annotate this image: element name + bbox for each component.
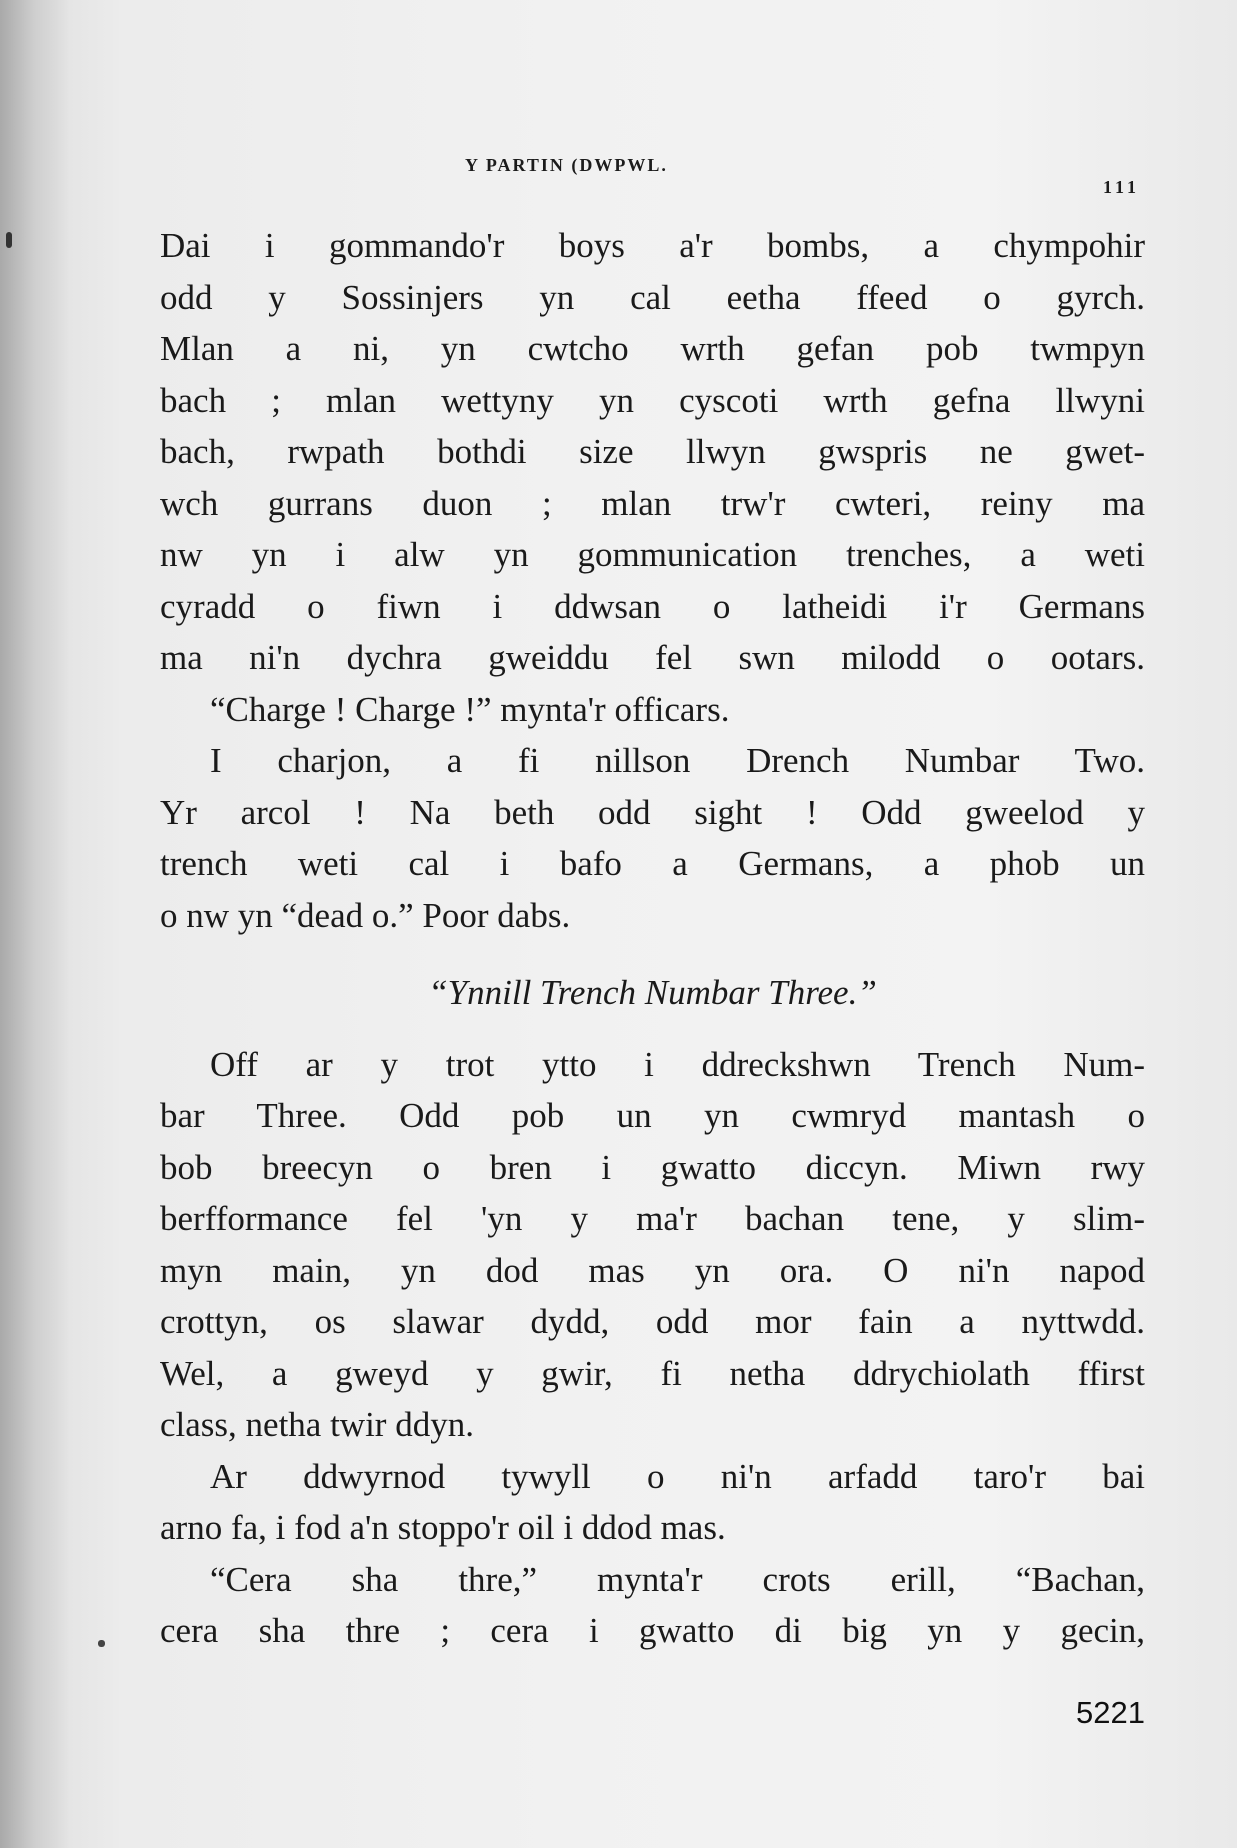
text-line: Dai i gommando'r boys a'r bombs, a chympohir: [160, 226, 1145, 265]
paragraph: [160, 735, 1145, 941]
text-line: Wel, a gweyd y gwir, fi netha ddrychiolath ffirst: [160, 1353, 1145, 1393]
text-line: arno fa, i fod a'n stoppo'r oil i ddod mas.: [160, 1508, 726, 1547]
text-line: Off ar y trot ytto i ddreckshwn Trench Num-: [210, 1044, 1145, 1084]
text-line: Ar ddwyrnod tywyll o ni'n arfadd taro'r bai: [210, 1456, 1145, 1496]
text-line: ma ni'n dychra gweiddu fel swn milodd o ootars.: [160, 638, 1145, 677]
text-line: bach, rwpath bothdi size llwyn gwspris ne gwet-: [160, 432, 1145, 471]
text-line: cera sha thre ; cera i gwatto di big yn y gecin,: [160, 1611, 1145, 1650]
text-line: crottyn, os slawar dydd, odd mor fain a nyttwdd.: [160, 1302, 1145, 1341]
archive-number: 5221: [1076, 1695, 1145, 1730]
text-line: I charjon, a fi nillson Drench Numbar Two.: [210, 741, 1145, 780]
text-line: bob breecyn o bren i gwatto diccyn. Miwn rwy: [160, 1147, 1145, 1187]
text-line: wch gurrans duon ; mlan trw'r cwteri, reiny ma: [160, 483, 1145, 523]
margin-dot: [98, 1640, 105, 1647]
text-line: berfformance fel 'yn y ma'r bachan tene, y slim-: [160, 1199, 1145, 1238]
paragraph: [160, 1451, 1145, 1554]
text-line: Yr arcol ! Na beth odd sight ! Odd gweelod y: [160, 792, 1145, 832]
section-heading: “Ynnill Trench Numbar Three.”: [428, 973, 877, 1012]
text-line: Mlan a ni, yn cwtcho wrth gefan pob twmpyn: [160, 329, 1145, 368]
paragraph: [160, 1039, 1145, 1451]
text-line: bach ; mlan wettyny yn cyscoti wrth gefna llwyni: [160, 380, 1145, 420]
text-line: myn main, yn dod mas yn ora. O ni'n napod: [160, 1250, 1145, 1290]
body-text: [160, 220, 1145, 1657]
paragraph: [160, 1554, 1145, 1657]
text-line: bar Three. Odd pob un yn cwmryd mantash o: [160, 1096, 1145, 1135]
text-line: nw yn i alw yn gommunication trenches, a weti: [160, 535, 1145, 574]
margin-speck: [6, 232, 12, 248]
paragraph: [160, 684, 1145, 736]
text-line: cyradd o fiwn i ddwsan o latheidi i'r Germans: [160, 586, 1145, 626]
running-head: [160, 155, 1140, 195]
running-title: Y PARTIN (DWPWL.: [465, 155, 668, 175]
text-line: o nw yn “dead o.” Poor dabs.: [160, 895, 571, 935]
paragraph: [160, 220, 1145, 684]
text-line: trench weti cal i bafo a Germans, a phob un: [160, 844, 1145, 883]
text-line: odd y Sossinjers yn cal eetha ffeed o gyrch.: [160, 277, 1145, 317]
text-line: class, netha twir ddyn.: [160, 1405, 474, 1444]
page-number: 111: [1102, 177, 1140, 197]
text-line: “Cera sha thre,” mynta'r crots erill, “Bachan,: [210, 1559, 1145, 1599]
binding-shadow: [0, 0, 70, 1848]
text-line: “Charge ! Charge !” mynta'r officars.: [210, 689, 730, 729]
